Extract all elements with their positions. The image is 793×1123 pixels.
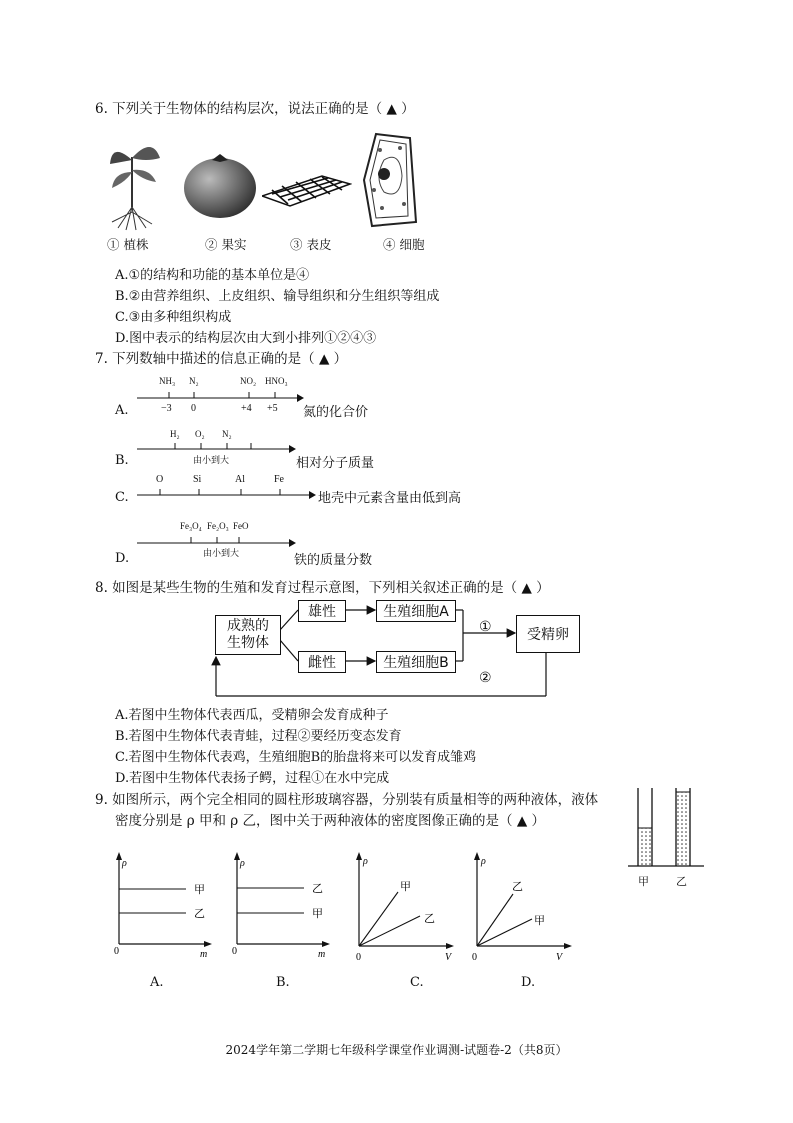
tomato-image <box>182 150 258 220</box>
q6-option-b: B.②由营养组织、上皮组织、输导组织和分生组织等组成 <box>115 289 440 304</box>
germ-cell-b-box: 生殖细胞B <box>376 651 456 673</box>
q7-b-mid: 由小到大 <box>193 455 230 465</box>
q7-c-axis <box>135 487 317 499</box>
cell-image <box>360 130 420 230</box>
q7-c-al: Al <box>235 474 245 485</box>
q7-d-fe3o4: Fe₃O₄ <box>180 521 202 531</box>
q6-option-a: A.①的结构和功能的基本单位是④ <box>115 268 310 283</box>
q8-option-c: C.若图中生物体代表鸡，生殖细胞B的胎盘将来可以发育成雏鸡 <box>115 750 477 765</box>
graph-b <box>228 852 333 962</box>
page-footer: 2024学年第二学期七年级科学课堂作业调测-试题卷-2（共8页） <box>225 1043 568 1057</box>
graph-c-xlabel: V <box>445 952 452 962</box>
q7-a-no2: NO₂ <box>240 376 257 386</box>
graph-d-origin: 0 <box>472 952 477 962</box>
q9-stem-line2: 密度分别是 ρ 甲和 ρ 乙，图中关于两种液体的密度图像正确的是（ ▲ ） <box>115 813 546 829</box>
q7-d-mid: 由小到大 <box>203 548 240 558</box>
q7-c-desc: 地壳中元素含量由低到高 <box>318 491 462 506</box>
container-jia-label: 甲 <box>638 876 649 888</box>
graph-c-letter: C. <box>410 975 424 990</box>
q7-b-letter: B. <box>115 453 129 468</box>
q7-stem: 7. 下列数轴中描述的信息正确的是（ ▲ ） <box>95 351 348 367</box>
plant-image <box>104 132 164 232</box>
container-yi-label: 乙 <box>676 876 687 888</box>
caption-epidermis: ③ 表皮 <box>290 237 332 252</box>
graph-b-lower: 甲 <box>312 908 323 920</box>
q7-a-letter: A. <box>115 403 129 418</box>
q7-c-letter: C. <box>115 490 129 505</box>
q7-d-feo: FeO <box>233 521 249 531</box>
graph-b-upper: 乙 <box>312 883 323 895</box>
q7-c-si: Si <box>193 474 202 485</box>
graph-b-ylabel: ρ <box>240 858 245 869</box>
q8-stem: 8. 如图是某些生物的生殖和发育过程示意图，下列相关叙述正确的是（ ▲ ） <box>95 580 550 596</box>
q7-a-val3: +4 <box>241 403 252 414</box>
liquid-containers <box>628 786 708 868</box>
organism-line1: 成熟的 <box>227 618 269 634</box>
graph-d-ylabel: ρ <box>481 856 486 867</box>
female-box: 雌性 <box>298 651 346 673</box>
q7-a-axis <box>135 390 305 402</box>
q7-d-fe2o3: Fe₂O₃ <box>207 521 229 531</box>
q8-option-b: B.若图中生物体代表青蛙，过程②要经历变态发育 <box>115 729 402 744</box>
q6-option-c: C.③由多种组织构成 <box>115 310 232 325</box>
graph-a-xlabel: m <box>200 949 208 960</box>
mature-organism-box <box>215 615 281 655</box>
q7-b-n2: N₂ <box>222 429 232 439</box>
graph-a-origin: 0 <box>114 946 119 957</box>
graph-a-upper: 甲 <box>194 884 205 896</box>
graph-a <box>110 852 215 962</box>
germ-cell-a-box: 生殖细胞A <box>376 600 456 622</box>
caption-fruit: ② 果实 <box>205 237 247 252</box>
graph-a-letter: A. <box>150 975 164 990</box>
graph-d-lower: 甲 <box>534 915 545 927</box>
q7-c-fe: Fe <box>274 474 284 485</box>
zygote-box: 受精卵 <box>516 615 580 653</box>
q7-a-val2: 0 <box>191 403 196 414</box>
q7-a-val4: +5 <box>267 403 278 414</box>
epidermis-image <box>262 170 352 210</box>
caption-cell: ④ 细胞 <box>383 237 425 252</box>
q7-b-axis <box>135 441 297 453</box>
q7-a-n2: N₂ <box>189 376 199 386</box>
graph-a-ylabel: ρ <box>122 858 127 869</box>
graph-a-lower: 乙 <box>194 908 205 920</box>
male-box: 雄性 <box>298 600 346 622</box>
graph-d-letter: D. <box>521 975 536 990</box>
graph-c-origin: 0 <box>356 952 361 962</box>
q7-b-h2: H₂ <box>170 429 180 439</box>
graph-c <box>350 852 455 962</box>
process-1-label: ① <box>479 619 492 635</box>
graph-b-letter: B. <box>276 975 290 990</box>
organism-line2: 生物体 <box>227 635 269 651</box>
q8-option-d: D.若图中生物体代表扬子鳄，过程①在水中完成 <box>115 771 390 786</box>
q7-c-o: O <box>156 474 164 485</box>
graph-d-xlabel: V <box>556 952 563 962</box>
graph-c-ylabel: ρ <box>363 856 368 867</box>
graph-b-xlabel: m <box>318 949 326 960</box>
graph-b-origin: 0 <box>232 946 237 957</box>
graph-c-lower: 乙 <box>424 913 435 925</box>
q6-stem: 6. 下列关于生物体的结构层次，说法正确的是（ ▲ ） <box>95 101 415 117</box>
q6-option-d: D.图中表示的结构层次由大到小排列①②④③ <box>115 331 377 346</box>
graph-d-upper: 乙 <box>512 881 523 893</box>
caption-plant: ① 植株 <box>107 237 149 252</box>
q7-d-letter: D. <box>115 551 130 566</box>
q8-option-a: A.若图中生物体代表西瓜，受精卵会发育成种子 <box>115 708 389 723</box>
q7-b-desc: 相对分子质量 <box>296 456 375 471</box>
process-2-label: ② <box>479 670 492 686</box>
q9-stem-line1: 9. 如图所示，两个完全相同的圆柱形玻璃容器，分别装有质量相等的两种液体，液体 <box>95 792 599 808</box>
q7-a-nh3: NH₃ <box>159 376 176 386</box>
q7-d-desc: 铁的质量分数 <box>294 553 373 568</box>
q7-a-val1: −3 <box>161 403 172 414</box>
q7-a-desc: 氮的化合价 <box>303 405 369 420</box>
q7-b-o2: O₂ <box>195 429 205 439</box>
q7-a-hno3: HNO₃ <box>265 376 288 386</box>
graph-c-upper: 甲 <box>400 881 411 893</box>
graph-d <box>468 852 573 962</box>
